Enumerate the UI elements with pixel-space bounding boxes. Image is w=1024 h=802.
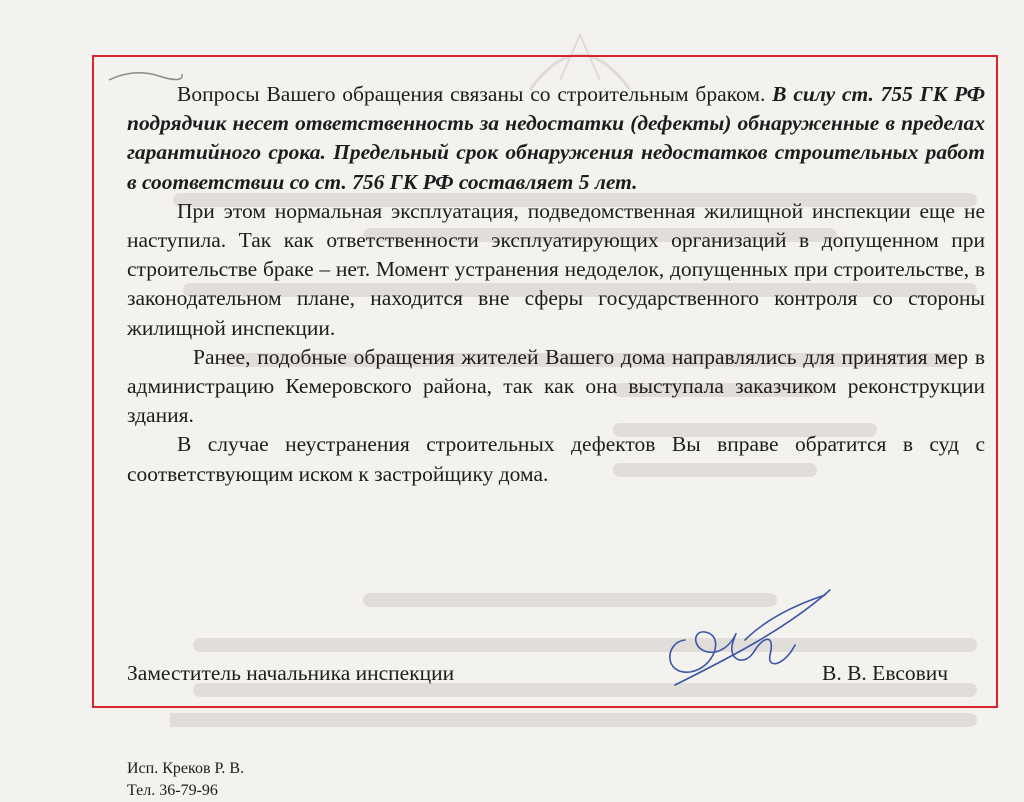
paragraph-3: Ранее, подобные обращения жителей Вашего дома направлялись для принятия мер в администрацию Кемеровского района, так как она выступала заказчиком реконструкции здания. [127, 344, 985, 428]
paragraph-1-bold: В силу ст. 755 ГК РФ подрядчик несет ответственность за недостатки (дефекты) обнаруженные в пределах гарантийного срока. Предельный срок обнаружения недостатков строительных работ в соответствии со ст. 756 ГК РФ составляет 5 лет. [127, 82, 985, 194]
letter-body [127, 80, 985, 489]
executor-info [127, 758, 244, 802]
executor-phone: Тел. 36-79-96 [127, 782, 218, 799]
paragraph-1 [127, 80, 985, 197]
paragraph-2: При этом нормальная эксплуатация, подведомственная жилищной инспекции еще не наступила. Так как ответственности эксплуатирующих организаций в допущенном при строительстве браке – нет. Момент устранения недоделок, допущенных при строительстве, в законодательном плане, находится вне сферы государственного контроля со стороны жилищной инспекции. [127, 198, 985, 340]
paragraph-4: В случае неустранения строительных дефектов Вы вправе обратится в суд с соответствующим иском к застройщику дома. [127, 432, 985, 486]
handwritten-signature [645, 580, 835, 690]
signatory-title: Заместитель начальника инспекции [127, 661, 455, 685]
signatory-name: В. В. Евсович [822, 661, 949, 685]
paragraph-1-regular: Вопросы Вашего обращения связаны со строительным браком. [177, 82, 773, 106]
executor-name: Исп. Креков Р. В. [127, 760, 245, 777]
